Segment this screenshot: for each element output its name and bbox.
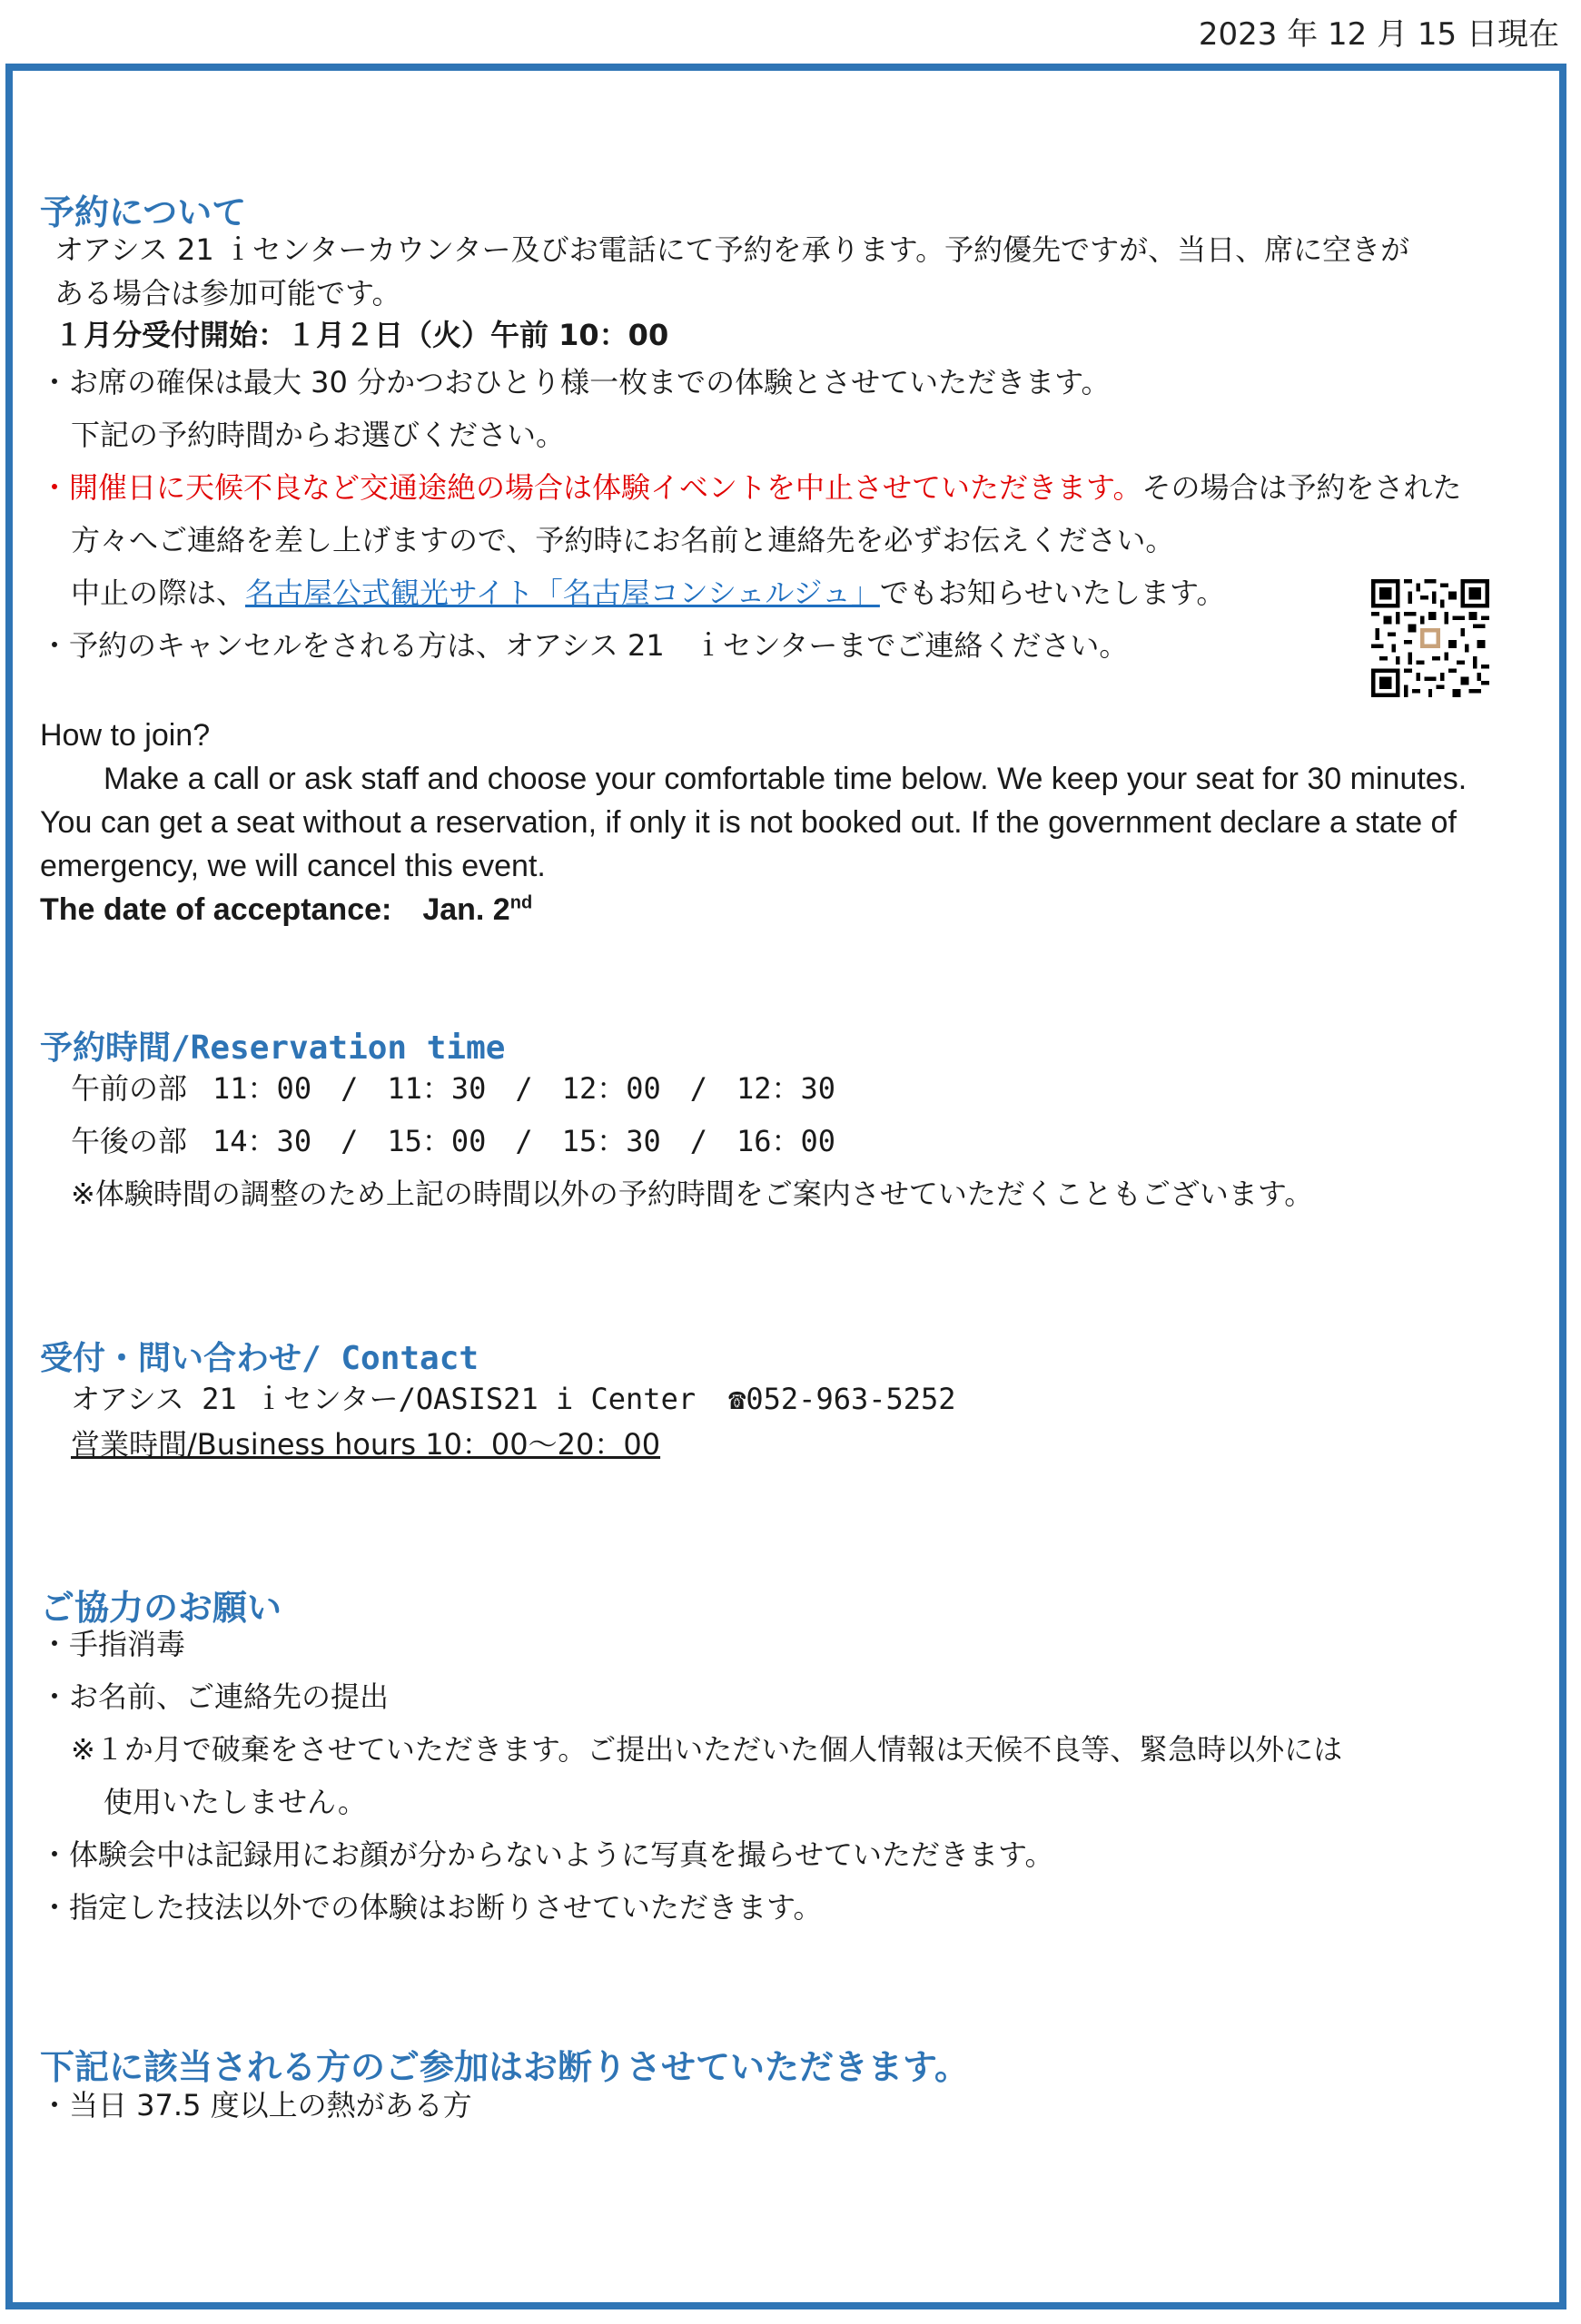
english-line1: Make a call or ask staff and choose your comfortable time below. We keep your seat for 30 minutes. xyxy=(104,762,1467,796)
contact-hours: 営業時間/Business hours 10：00～20：00 xyxy=(71,1427,661,1462)
bullet-dot: ・ xyxy=(40,470,70,505)
content-frame xyxy=(5,64,1566,2309)
english-line3: emergency, we will cancel this event. xyxy=(40,849,546,883)
cooperation-heading: ご協力のお願い xyxy=(40,1588,282,1628)
cancellation-warning: 開催日に天候不良など交通途絶の場合は体験イベントを中止させていただきます。 xyxy=(69,470,1142,505)
english-line2: You can get a seat without a reservation, if only it is not booked out. If the government declare a state of xyxy=(40,805,1457,840)
cooperation-item1: ・手指消毒 xyxy=(40,1627,186,1661)
times-note: ※体験時間の調整のため上記の時間以外の予約時間をご案内させていただくこともございます。 xyxy=(71,1177,1314,1211)
bullet2c-suffix: でもお知らせいたします。 xyxy=(879,576,1226,610)
contact-center-row xyxy=(71,1382,956,1416)
cooperation-item4: ・指定した技法以外での体験はお断りさせていただきます。 xyxy=(40,1890,823,1925)
morning-row xyxy=(71,1071,835,1106)
cooperation-item3: ・体験会中は記録用にお顔が分からないように写真を撮らせていただきます。 xyxy=(40,1837,1054,1872)
qr-code-icon[interactable] xyxy=(1371,579,1489,697)
times-heading: 予約時間/Reservation time xyxy=(40,1029,506,1067)
refusal-item1: ・当日 37.5 度以上の熱がある方 xyxy=(40,2088,472,2122)
refusal-heading: 下記に該当される方のご参加はお断りさせていただきます。 xyxy=(40,2047,969,2087)
date-stamp: 2023 年 12 月 15 日現在 xyxy=(1198,16,1559,53)
reservation-line2: ある場合は参加可能です。 xyxy=(54,276,401,310)
english-title: How to join? xyxy=(40,718,211,753)
afternoon-label: 午後の部 xyxy=(71,1124,188,1158)
contact-center: オアシス 21 ｉセンター/OASIS21 i Center xyxy=(71,1382,697,1416)
reservation-line1: オアシス 21 ｉセンターカウンター及びお電話にて予約を承ります。予約優先ですが、当日、席に空きが xyxy=(54,232,1410,267)
contact-heading xyxy=(40,1333,479,1379)
acceptance-text: The date of acceptance: Jan. 2 xyxy=(40,892,510,927)
reservation-heading: 予約について xyxy=(40,192,247,232)
contact-heading-text: 受付・問い合わせ/ Contact xyxy=(40,1340,479,1377)
reservation-bullet1a: ・お席の確保は最大 30 分かつおひとり様一枚までの体験とさせていただきます。 xyxy=(40,365,1111,399)
cooperation-item2-note1: ※１か月で破棄をさせていただきます。ご提出いただいた個人情報は天候不良等、緊急時以外には xyxy=(71,1732,1343,1767)
reservation-bullet2c xyxy=(71,576,1225,610)
reservation-bullet2b: 方々へご連絡を差し上げますので、予約時にお名前と連絡先を必ずお伝えください。 xyxy=(71,523,1175,557)
morning-label: 午前の部 xyxy=(71,1071,188,1106)
bullet2-rest: その場合は予約をされた xyxy=(1141,470,1462,505)
acceptance-sup: nd xyxy=(509,892,533,913)
morning-times: 11：00 / 11：30 / 12：00 / 12：30 xyxy=(212,1071,836,1106)
afternoon-times: 14：30 / 15：00 / 15：30 / 16：00 xyxy=(212,1124,836,1158)
contact-phone[interactable]: ☎052-963-5252 xyxy=(728,1382,956,1416)
cooperation-item2: ・お名前、ご連絡先の提出 xyxy=(40,1679,390,1714)
reservation-bullet3: ・予約のキャンセルをされる方は、オアシス 21 ｉセンターまでご連絡ください。 xyxy=(40,628,1129,663)
nagoya-concierge-link[interactable]: 名古屋公式観光サイト「名古屋コンシェルジュ」 xyxy=(245,576,880,610)
reservation-start: １月分受付開始：１月２日（火）午前 10：00 xyxy=(54,318,669,352)
english-acceptance xyxy=(40,891,532,929)
bullet2c-prefix: 中止の際は、 xyxy=(71,576,246,610)
reservation-bullet2 xyxy=(40,470,1461,505)
afternoon-row xyxy=(71,1124,835,1158)
cooperation-item2-note2: 使用いたしません。 xyxy=(104,1785,367,1819)
reservation-bullet1b: 下記の予約時間からお選びください。 xyxy=(71,418,566,452)
